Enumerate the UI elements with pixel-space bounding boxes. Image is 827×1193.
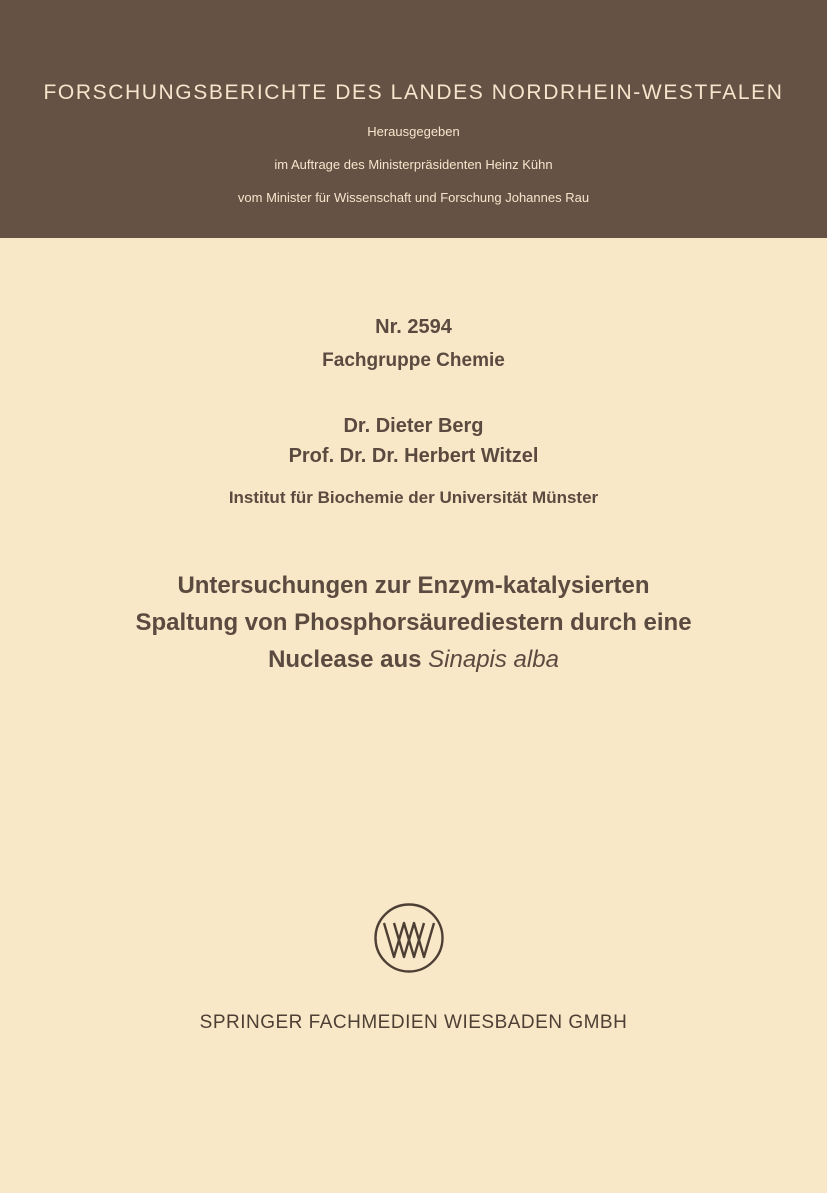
minister-line: vom Minister für Wissenschaft und Forschung Johannes Rau — [237, 190, 590, 205]
title-line-2: Spaltung von Phosphorsäurediestern durch eine — [135, 609, 692, 636]
westdeutscher-verlag-logo-icon — [373, 902, 445, 974]
title-line-3 — [0, 646, 827, 674]
report-number: Nr. 2594 — [375, 316, 452, 338]
author-1: Dr. Dieter Berg — [343, 415, 484, 437]
species-name: Sinapis alba — [428, 646, 559, 673]
editor-line: Herausgegeben — [367, 124, 460, 139]
title-line-3-prefix: Nuclease aus — [268, 646, 429, 673]
commission-line: im Auftrage des Ministerpräsidenten Heinz Kühn — [274, 157, 553, 172]
author-2: Prof. Dr. Dr. Herbert Witzel — [288, 445, 539, 467]
subject-group: Fachgruppe Chemie — [322, 350, 505, 371]
header-band — [0, 0, 827, 238]
series-title: FORSCHUNGSBERICHTE DES LANDES NORDRHEIN-WESTFALEN — [43, 81, 784, 104]
title-line-1: Untersuchungen zur Enzym-katalysierten — [177, 572, 650, 599]
institute: Institut für Biochemie der Universität Münster — [228, 488, 599, 507]
publisher-name: SPRINGER FACHMEDIEN WIESBADEN GMBH — [199, 1012, 628, 1033]
